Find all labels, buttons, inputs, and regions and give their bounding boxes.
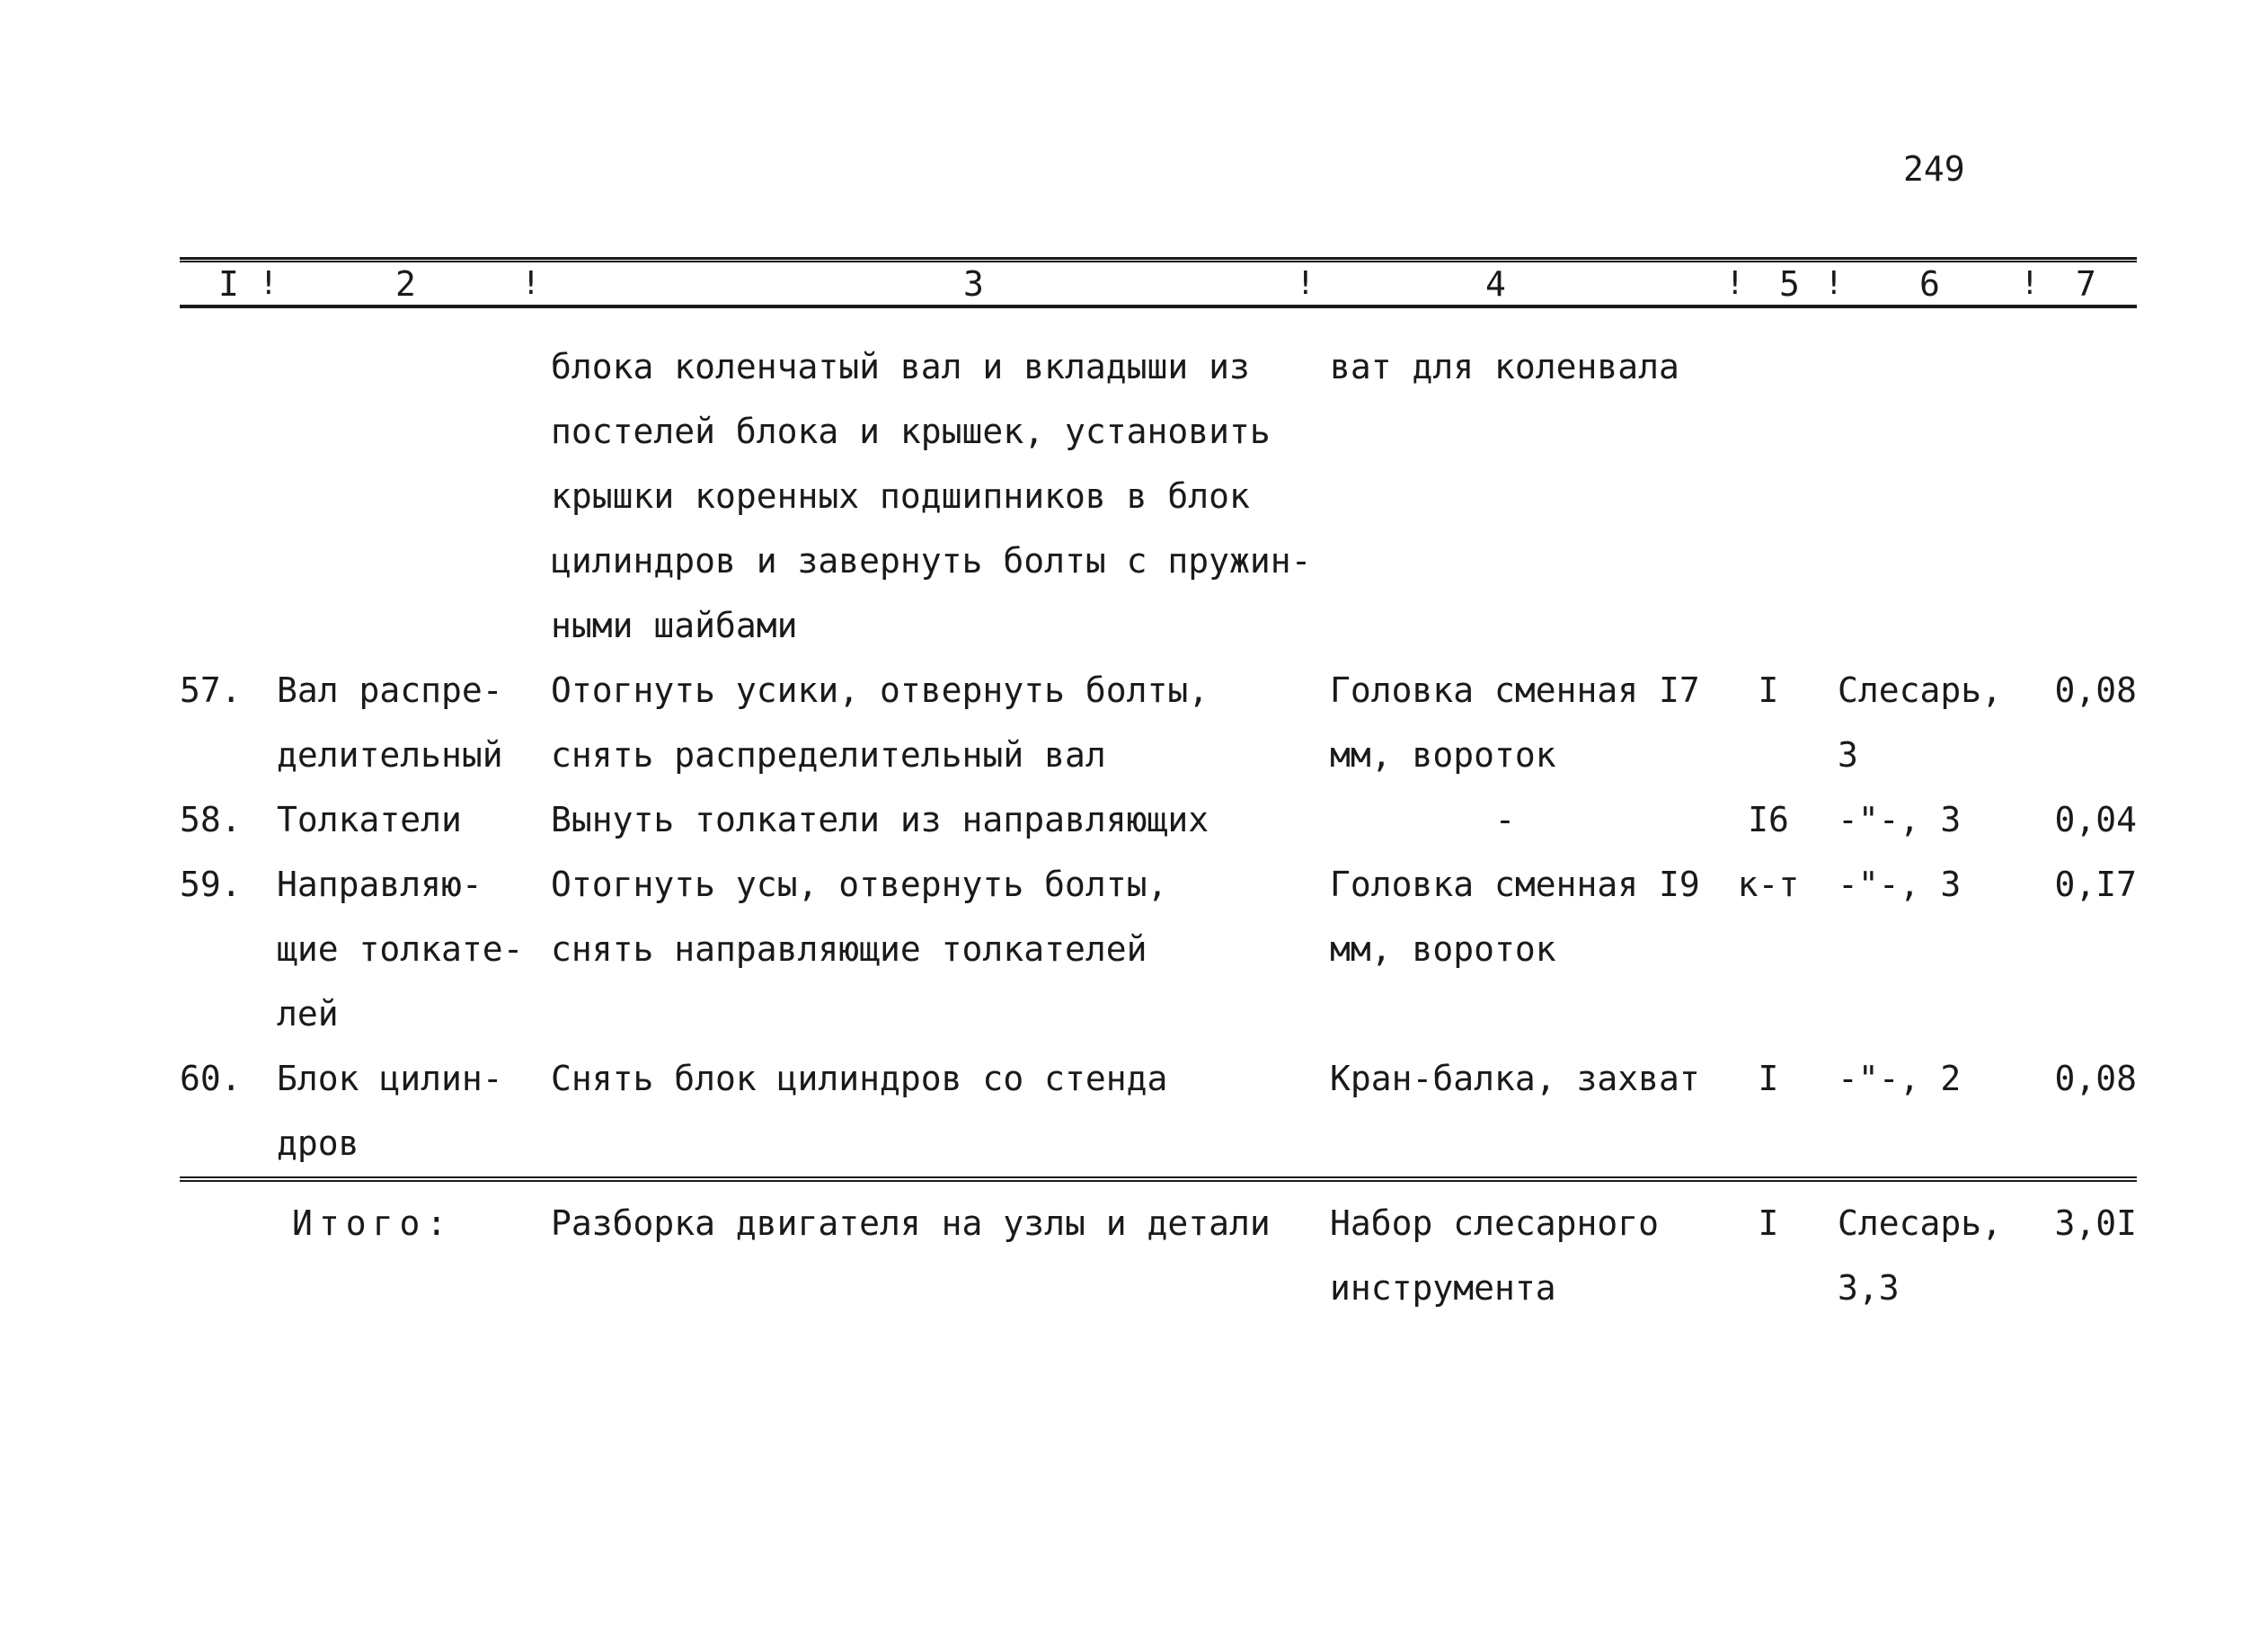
total-tool: Набор слесарного инструмента [1330,1203,1660,1308]
quantity: I [1758,1059,1779,1098]
tool-text: ват для коленвала [1330,347,1679,386]
header-col1: I [218,264,239,304]
operation-text: Отогнуть усики, отвернуть болты, снять распределительный вал [551,670,1209,775]
total-time: 3,0I [2054,1203,2137,1243]
worker-grade: -"-, 3 [1838,865,1962,904]
header-top-rule [180,257,2137,260]
row-number: 58. [180,800,242,839]
header-separator: ! [1725,265,1745,302]
quantity: I [1758,670,1779,710]
time-value: 0,I7 [2054,865,2137,904]
header-separator: ! [259,265,279,302]
header-separator: ! [1824,265,1844,302]
total-label: Итого: [292,1203,454,1243]
worker-grade: -"-, 2 [1838,1059,1962,1098]
quantity: к-т [1737,865,1800,904]
total-worker-grade: Слесарь, 3,3 [1838,1203,2003,1308]
header-separator: ! [2020,265,2040,302]
header-separator: ! [1296,265,1316,302]
time-value: 0,08 [2054,670,2137,710]
tool-text: Головка сменная I7 мм, вороток [1330,670,1700,775]
operation-text: блока коленчатый вал и вкладыши из постелей блока и крышек, установить крышки коренных подшипников в блок цилиндров и завернуть болты с пружин- ными шайбами [551,347,1312,645]
header-col4: 4 [1485,264,1506,304]
time-value: 0,04 [2054,800,2137,839]
header-col2: 2 [395,264,416,304]
part-name: Блок цилин- дров [277,1059,503,1163]
header-col3: 3 [963,264,984,304]
header-top-rule-2 [180,261,2137,262]
header-col7: 7 [2076,264,2096,304]
header-col6: 6 [1919,264,1940,304]
operation-text: Снять блок цилиндров со стенда [551,1059,1168,1098]
operation-text: Отогнуть усы, отвернуть болты, снять направляющие толкателей [551,865,1168,969]
time-value: 0,08 [2054,1059,2137,1098]
row-number: 59. [180,865,242,904]
worker-grade: Слесарь, 3 [1838,670,2003,775]
header-col5: 5 [1779,264,1800,304]
part-name: Толкатели [277,800,462,839]
tool-text: Кран-балка, захват [1330,1059,1700,1098]
header-separator: ! [521,265,541,302]
tool-text: Головка сменная I9 мм, вороток [1330,865,1700,969]
total-top-rule [180,1176,2137,1178]
part-name: Вал распре- делительный [277,670,503,775]
tool-text: - [1494,800,1516,839]
worker-grade: -"-, 3 [1838,800,1962,839]
header-bottom-rule [180,305,2137,308]
total-quantity: I [1758,1203,1779,1243]
page-number: 249 [1903,149,1965,189]
total-top-rule-2 [180,1180,2137,1182]
total-operation: Разборка двигателя на узлы и детали [551,1203,1271,1243]
row-number: 60. [180,1059,242,1098]
operation-text: Вынуть толкатели из направляющих [551,800,1209,839]
part-name: Направляю- щие толкате- лей [277,865,524,1034]
row-number: 57. [180,670,242,710]
quantity: I6 [1748,800,1789,839]
